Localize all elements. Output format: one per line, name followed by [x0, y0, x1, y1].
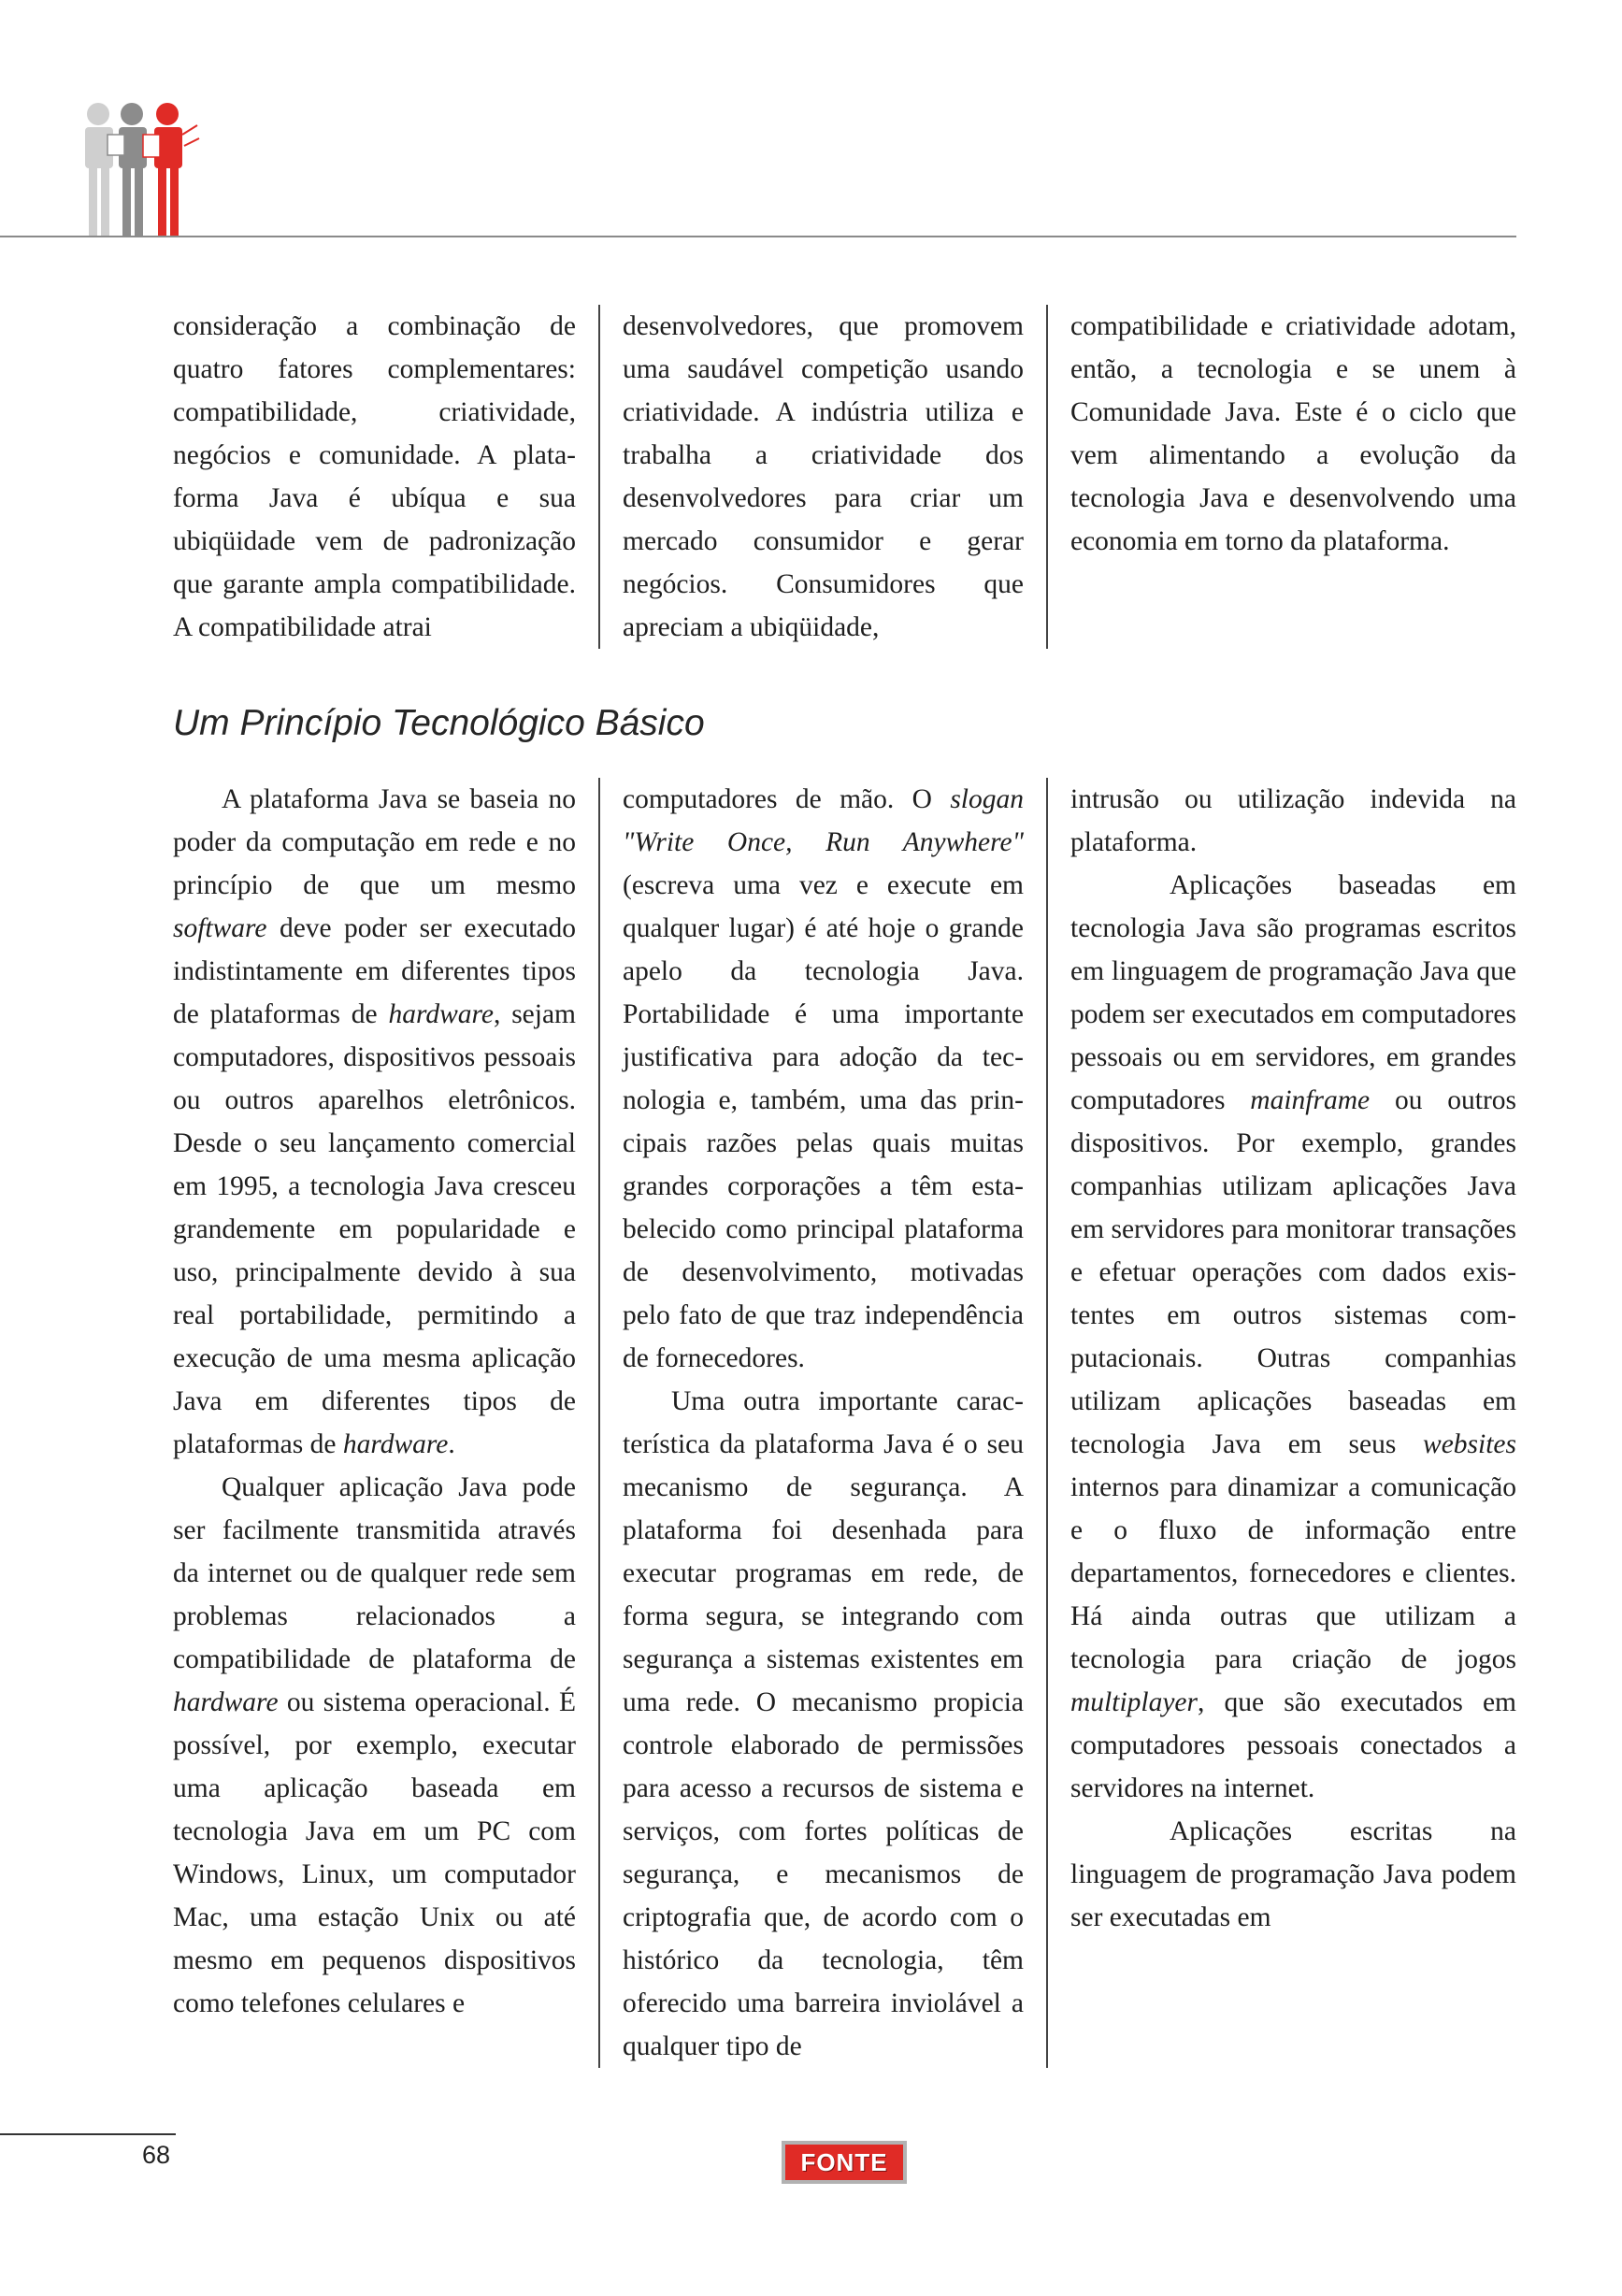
footer-rule	[0, 2133, 176, 2135]
body-paragraph: computadores de mão. O slogan "Write Once, Run Anywhere" (escreva uma vez e execute em qualquer lugar) é até hoje o grande apelo da tecnologia Java. Portabilidade é uma importante justificativa para adoção da tecnologia e, também, uma das principais razões pelas quais muitas grandes corporações a têm estabelecido como principal plataforma de desenvolvimento, motivadas pelo fato de que traz independência de fornecedores.	[623, 784, 1024, 1373]
header-people-logo	[79, 101, 210, 237]
intro-columns	[173, 305, 1516, 649]
intro-paragraph: desenvolvedores, que promovem uma saudável competição usando criatividade. A indústria utiliza e trabalha a criatividade dos desenvolvedores para criar um mercado consumidor e gerar negócios. Consumidores que apreciam a ubiqüidade,	[623, 311, 1024, 642]
body-paragraph: Qualquer aplicação Java pode ser facilmente transmitida através da internet ou de qualquer rede sem problemas relacionados a compatibilidade de plataforma de hardware ou sistema operacional. É possível, por exemplo, executar uma aplicação baseada em tecnologia Java em um PC com Windows, Linux, um computador Mac, uma estação Unix ou até mesmo em pequenos dispositivos como telefones celulares e	[173, 1472, 576, 2018]
fonte-brand-logo	[782, 2141, 907, 2184]
intro-paragraph: compatibilidade e criatividade adotam, então, a tecnologia e se unem à Comunidade Java. Este é o ciclo que vem alimentando a evolução da tecnologia Java e desenvolvendo uma economia em torno da plataforma.	[1070, 311, 1516, 556]
intro-column-3	[1046, 305, 1516, 649]
section-heading: Um Princípio Tecnológico Básico	[173, 703, 705, 743]
body-columns	[173, 778, 1516, 2068]
intro-column-2	[598, 305, 1046, 649]
body-paragraph: Aplicações escritas na linguagem de programação Java podem ser executadas em	[1070, 1816, 1516, 1932]
brand-logo-text: FONTE	[785, 2145, 903, 2180]
body-column-1	[173, 778, 598, 2068]
person-figure-gray-dark	[108, 103, 147, 237]
body-paragraph: Aplicações baseadas em tecnologia Java são programas escritos em linguagem de programação Java que podem ser executados em computadores pessoais ou em servidores, em grandes computadores mainframe ou outros dispositivos. Por exemplo, grandes companhias utilizam aplicações Java em servidores para monitorar transações e efetuar operações com dados existentes em outros sistemas computacionais. Outras companhias utilizam aplicações baseadas em tecnologia Java em seus websites internos para dinamizar a comunicação e o fluxo de informação entre departamentos, fornecedores e clientes. Há ainda outras que utilizam a tecnologia para criação de jogos multiplayer, que são executados em computadores pessoais conectados a servidores na internet.	[1070, 870, 1516, 1803]
page-number: 68	[142, 2141, 171, 2169]
header-rule	[0, 236, 1516, 237]
body-paragraph: Uma outra importante característica da plataforma Java é o seu mecanismo de segurança. A plataforma foi desenhada para executar programas em rede, de forma segura, se integrando com segurança a sistemas existentes em uma rede. O mecanismo propicia controle elaborado de permissões para acesso a recursos de sistema e serviços, com fortes políticas de segurança, e mecanismos de criptografia que, de acordo com o histórico da tecnologia, têm oferecido uma barreira inviolável a qualquer tipo de	[623, 1386, 1024, 2061]
body-paragraph: intrusão ou utilização indevida na plataforma.	[1070, 784, 1516, 857]
intro-column-1	[173, 305, 598, 649]
person-figure-red	[143, 103, 199, 237]
intro-paragraph: consideração a combinação de quatro fatores complementares: compatibilidade, criatividade, negócios e comunidade. A plataforma Java é ubíqua e sua ubiqüidade vem de padronização que garante ampla compatibilidade. A compatibilidade atrai	[173, 311, 576, 642]
person-figure-gray-light	[85, 103, 113, 237]
body-column-2	[598, 778, 1046, 2068]
body-column-3	[1046, 778, 1516, 2068]
body-paragraph: A plataforma Java se baseia no poder da computação em rede e no princípio de que um mesmo software deve poder ser executado indistintamente em diferentes tipos de plataformas de hardware, sejam computadores, dispositivos pessoais ou outros aparelhos eletrônicos. Desde o seu lançamento comercial em 1995, a tecnologia Java cresceu grandemente em popularidade e uso, principalmente devido à sua real portabilidade, permitindo a execução de uma mesma aplicação Java em diferentes tipos de plataformas de hardware.	[173, 784, 577, 1459]
